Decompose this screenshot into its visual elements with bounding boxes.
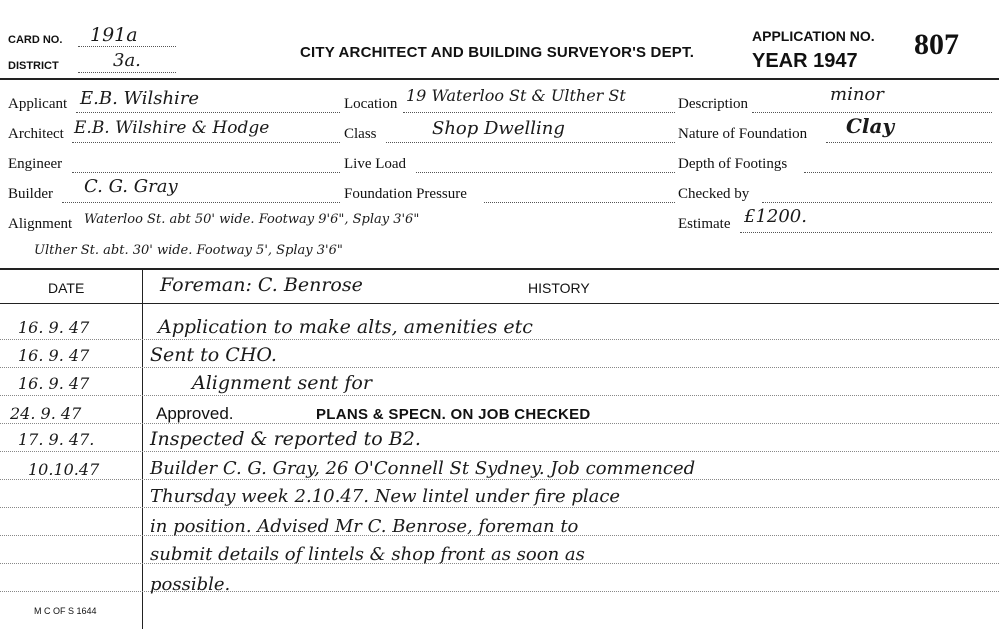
nature-of-foundation-label: Nature of Foundation [678, 126, 808, 142]
entry-date-2: 16. 9. 47 [18, 346, 90, 365]
nature-of-foundation-line [826, 142, 992, 143]
application-no-value: 807 [914, 28, 959, 61]
entry-text-3: Alignment sent for [192, 372, 372, 394]
estimate-line [740, 232, 992, 233]
description-line [752, 112, 992, 113]
district-value: 3a. [113, 50, 141, 71]
entry-continuation-2: in position. Advised Mr C. Benrose, foreman to [150, 516, 579, 537]
alignment-label: Alignment [8, 216, 73, 232]
applicant-value: E.B. Wilshire [80, 88, 200, 109]
application-no-label: APPLICATION NO. [752, 28, 875, 44]
card-no-dots [78, 46, 176, 47]
entry-date-1: 16. 9. 47 [18, 318, 90, 337]
card-no-label: CARD NO. [8, 34, 63, 46]
checked-by-label: Checked by [678, 186, 750, 202]
alignment-value: Waterloo St. abt 50' wide. Footway 9'6", Splay 3'6" [84, 212, 420, 227]
district-label: DISTRICT [8, 60, 59, 72]
header-rule [0, 78, 999, 80]
applicant-line [76, 112, 340, 113]
architect-label: Architect [8, 126, 64, 142]
entry-date-4: 24. 9. 47 [10, 404, 82, 423]
location-value: 19 Waterloo St & Ulther St [406, 86, 626, 105]
history-top-rule [0, 268, 999, 270]
builder-line [62, 202, 340, 203]
builder-value: C. G. Gray [84, 176, 178, 197]
entry-text-1: Application to make alts, amenities etc [158, 316, 533, 338]
depth-of-footings-line [804, 172, 992, 173]
class-value: Shop Dwelling [432, 118, 565, 139]
live-load-label: Live Load [344, 156, 407, 172]
description-value: minor [830, 84, 884, 105]
entry-text-5: Inspected & reported to B2. [150, 428, 421, 450]
estimate-value: £1200. [744, 206, 807, 227]
architect-line [72, 142, 340, 143]
builder-label: Builder [8, 186, 53, 202]
class-label: Class [344, 126, 377, 142]
location-label: Location [344, 96, 398, 112]
location-line [403, 112, 675, 113]
entry-text-4: Approved. [156, 404, 234, 423]
estimate-label: Estimate [678, 216, 731, 232]
description-label: Description [678, 96, 748, 112]
approved-stamp: PLANS & SPECN. ON JOB CHECKED [316, 406, 591, 423]
applicant-label: Applicant [8, 96, 68, 112]
engineer-line [72, 172, 340, 173]
depth-of-footings-label: Depth of Footings [678, 156, 788, 172]
entry-date-3: 16. 9. 47 [18, 374, 90, 393]
entry-continuation-1: Thursday week 2.10.47. New lintel under fire place [150, 486, 621, 507]
alignment-value-line2: Ulther St. abt. 30' wide. Footway 5', Splay 3'6" [34, 243, 343, 258]
nature-of-foundation-value: Clay [846, 114, 895, 138]
foundation-pressure-line [484, 202, 675, 203]
date-column-header: DATE [48, 280, 85, 296]
form-code: M C OF S 1644 [34, 606, 97, 616]
foundation-pressure-label: Foundation Pressure [344, 186, 467, 202]
entry-text-2: Sent to CHO. [150, 344, 277, 366]
entry-continuation-4: possible. [150, 574, 231, 595]
department-title: CITY ARCHITECT AND BUILDING SURVEYOR'S DEPT. [300, 44, 695, 61]
live-load-line [416, 172, 675, 173]
class-line [386, 142, 675, 143]
foreman-note: Foreman: C. Benrose [160, 274, 363, 296]
engineer-label: Engineer [8, 156, 63, 172]
history-column-header: HISTORY [528, 280, 590, 296]
entry-date-6: 10.10.47 [28, 460, 100, 479]
year-label: YEAR 1947 [752, 50, 858, 72]
entry-text-6: Builder C. G. Gray, 26 O'Connell St Sydney. Job commenced [150, 458, 696, 479]
checked-by-line [762, 202, 992, 203]
district-dots [78, 72, 176, 73]
entry-continuation-3: submit details of lintels & shop front as soon as [150, 544, 585, 565]
architect-value: E.B. Wilshire & Hodge [74, 118, 270, 138]
entry-date-5: 17. 9. 47. [18, 430, 95, 449]
card-no-value: 191a [90, 24, 138, 46]
